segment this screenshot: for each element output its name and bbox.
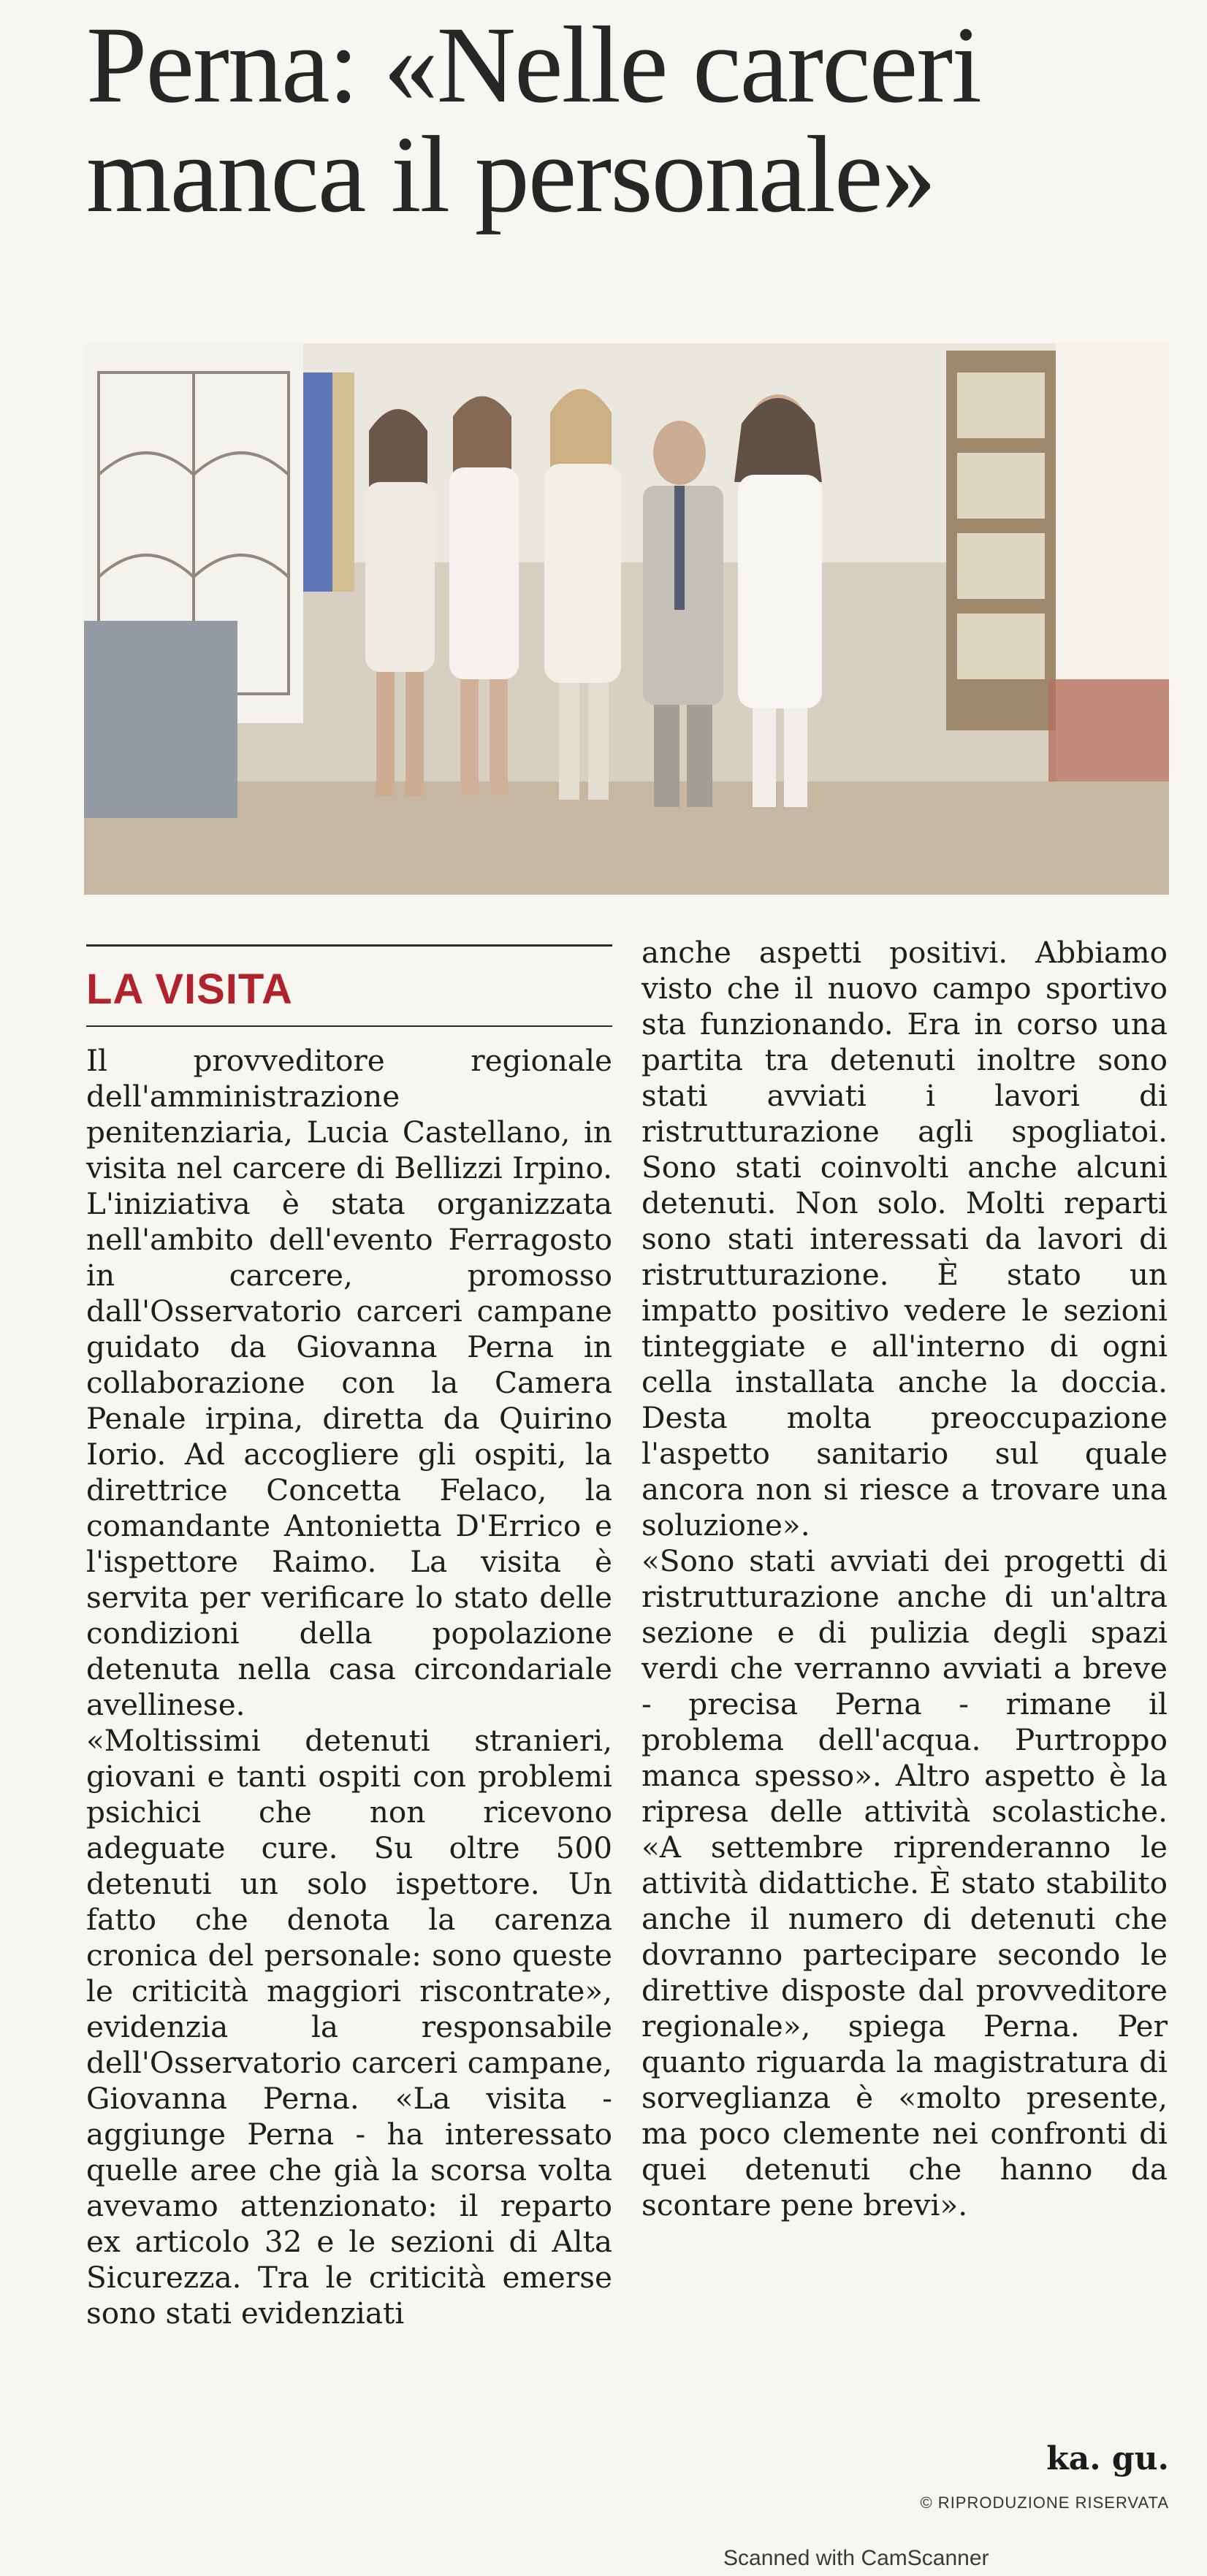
article-paragraph: «Sono stati avviati dei progetti di ristrutturazione anche di un'altra sezione e di pulizia degli spazi verdi che verranno avviati a breve - precisa Perna - rimane il problema dell'acqua. Purtroppo manca spesso». Altro aspetto è la ripresa delle attività scolastiche. «A settembre riprenderanno le attività didattiche. È stato stabilito anche il numero di detenuti che dovranno partecipare secondo le direttive disposte dal provveditore regionale», spiega Perna. Per quanto riguarda la magistratura di sorveglianza è «molto presente, ma poco clemente nei confronti di quei detenuti che hanno da scontare pene brevi».: [641, 1543, 1168, 2223]
headline-line-2: manca il personale»: [86, 114, 935, 235]
article-paragraph: anche aspetti positivi. Abbiamo visto che il nuovo campo sportivo sta funzionando. Era in corso una partita tra detenuti inoltre sono stati avviati i lavori di ristrutturazione agli spogliatoi. Sono stati coinvolti anche alcuni detenuti. Non solo. Molti reparti sono stati interessati da lavori di ristrutturazione. È stato un impatto positivo vedere le sezioni tinteggiate e all'interno di ogni cella installata anche la doccia. Desta molta preoccupazione l'aspetto sanitario sul quale ancora non si riesce a trovare una soluzione».: [641, 935, 1168, 1543]
article-column-left: [86, 1043, 612, 2331]
group-photo-illustration: [84, 343, 1169, 895]
section-kicker: LA VISITA: [86, 966, 293, 1013]
kicker-rule-bottom: [86, 1025, 612, 1027]
scanner-watermark: Scanned with CamScanner: [723, 2546, 989, 2570]
author-signature: ka. gu.: [1046, 2440, 1169, 2477]
article-paragraph: «Moltissimi detenuti stranieri, giovani e tanti ospiti con problemi psichici che non ricevono adeguate cure. Su oltre 500 detenuti un solo ispettore. Un fatto che denota la carenza cronica del personale: sono queste le criticità maggiori riscontrate», evidenzia la responsabile dell'Osservatorio carceri campane, Giovanna Perna. «La visita - aggiunge Perna - ha interessato quelle aree che già la scorsa volta avevamo attenzionato: il reparto ex articolo 32 e le sezioni di Alta Sicurezza. Tra le criticità emerse sono stati evidenziati: [86, 1723, 612, 2331]
headline: [86, 4, 1146, 235]
article-photo: [84, 343, 1169, 895]
article-paragraph: Il provveditore regionale dell'amministrazione penitenziaria, Lucia Castellano, in visita nel carcere di Bellizzi Irpino. L'iniziativa è stata organizzata nell'ambito dell'evento Ferragosto in carcere, promosso dall'Osservatorio carceri campane guidato da Giovanna Perna in collaborazione con la Camera Penale irpina, diretta da Quirino Iorio. Ad accogliere gli ospiti, la direttrice Concetta Felaco, la comandante Antonietta D'Errico e l'ispettore Raimo. La visita è servita per verificare lo stato delle condizioni della popolazione detenuta nella casa circondariale avellinese.: [86, 1043, 612, 1722]
article-column-right: [641, 935, 1168, 2223]
copyright-notice: © RIPRODUZIONE RISERVATA: [920, 2493, 1169, 2512]
headline-line-1: Perna: «Nelle carceri: [86, 4, 981, 126]
kicker-rule-top: [86, 944, 612, 947]
